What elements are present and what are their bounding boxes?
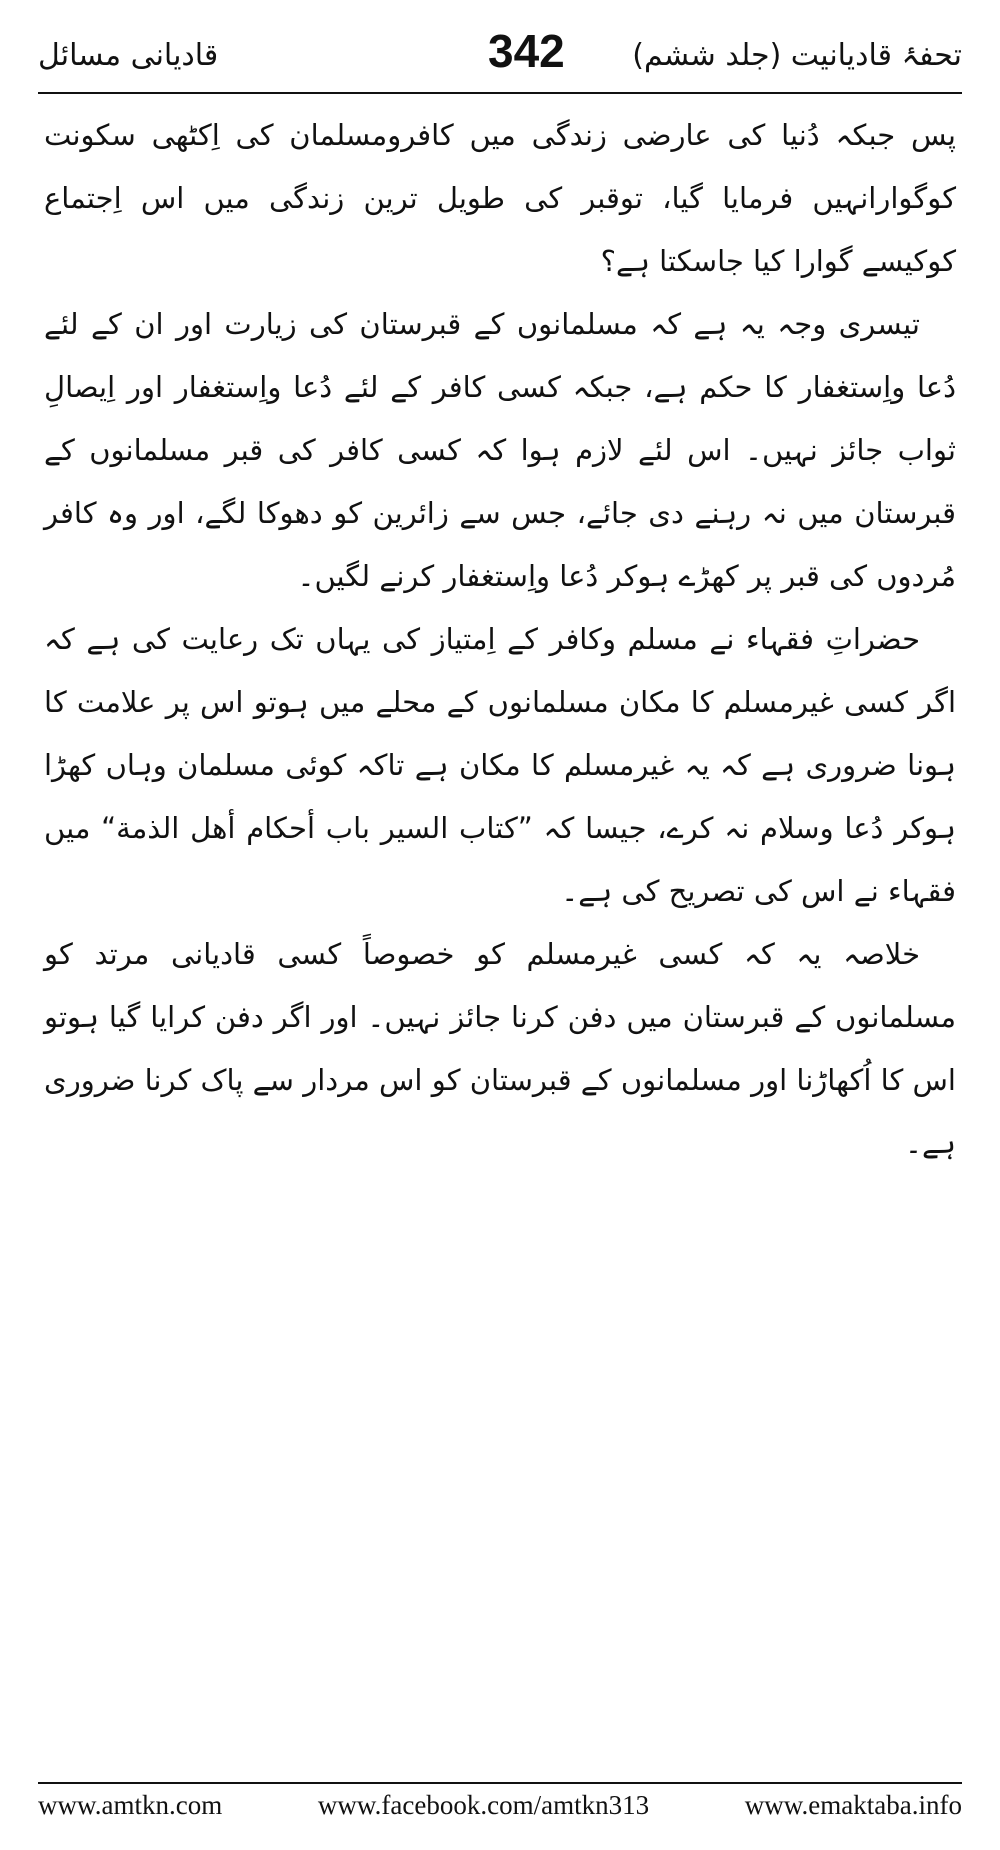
footer-divider xyxy=(38,1782,962,1784)
paragraph-4: خلاصہ یہ کہ کسی غیرمسلم کو خصوصاً کسی قادیانی مرتد کو مسلمانوں کے قبرستان میں دفن کرنا جائز نہیں۔ اور اگر دفن کرایا گیا ہوتو اس کا اُکھاڑنا اور مسلمانوں کے قبرستان کو اس مردار سے پاک کرنا ضروری ہے۔ xyxy=(44,937,956,1160)
footer-link-emaktaba[interactable]: www.emaktaba.info xyxy=(744,1790,962,1820)
chapter-title: قادیانی مسائل xyxy=(38,38,219,73)
footer-link-amtkn[interactable]: www.amtkn.com xyxy=(38,1790,223,1820)
page-number: 342 xyxy=(488,25,565,77)
page-body xyxy=(44,104,956,1175)
paragraph-1: پس جبکہ دُنیا کی عارضی زندگی میں کافرومسلمان کی اِکٹھی سکونت کوگوارانہیں فرمایا گیا، توقبر کی طویل ترین زندگی میں اس اِجتماع کوکیسے گوارا کیا جاسکتا ہے؟ xyxy=(44,118,956,278)
paragraph-2: تیسری وجہ یہ ہے کہ مسلمانوں کے قبرستان کی زیارت اور ان کے لئے دُعا واِستغفار کا حکم ہے، جبکہ کسی کافر کے لئے دُعا واِستغفار اور اِیصالِ ثواب جائز نہیں۔ اس لئے لازم ہوا کہ کسی کافر کی قبر مسلمانوں کے قبرستان میں نہ رہنے دی جائے، جس سے زائرین کو دھوکا لگے، اور وہ کافر مُردوں کی قبر پر کھڑے ہوکر دُعا واِستغفار کرنے لگیں۔ xyxy=(44,307,956,593)
header-divider xyxy=(38,92,962,94)
page-header xyxy=(38,20,962,90)
page-footer xyxy=(38,1790,962,1830)
book-title: تحفۂ قادیانیت (جلد ششم) xyxy=(632,38,962,73)
footer-link-facebook[interactable]: www.facebook.com/amtkn313 xyxy=(317,1790,650,1820)
paragraph-3: حضراتِ فقہاء نے مسلم وکافر کے اِمتیاز کی یہاں تک رعایت کی ہے کہ اگر کسی غیرمسلم کا مکان مسلمانوں کے محلے میں ہوتو اس پر علامت کا ہونا ضروری ہے کہ یہ غیرمسلم کا مکان ہے تاکہ کوئی مسلمان وہاں کھڑا ہوکر دُعا وسلام نہ کرے، جیسا کہ ”کتاب السیر باب أحکام أهل الذمة“ میں فقہاء نے اس کی تصریح کی ہے۔ xyxy=(44,622,956,908)
